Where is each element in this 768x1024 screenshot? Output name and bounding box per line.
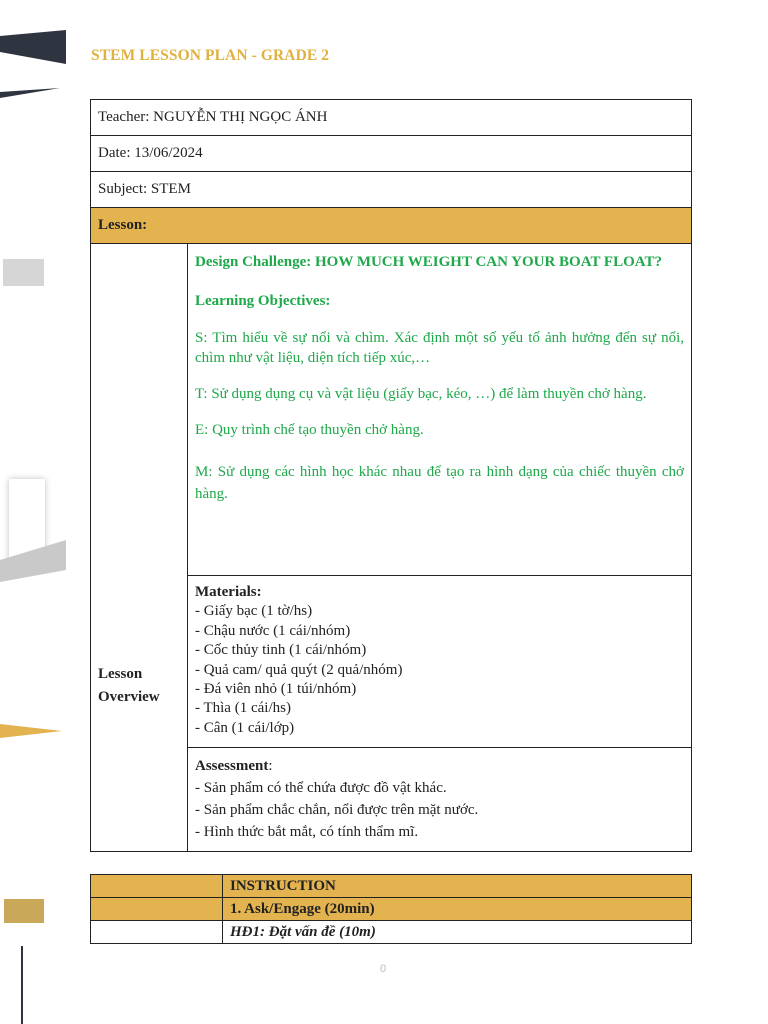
instruction-blank-cell — [91, 875, 223, 898]
materials-item: - Đá viên nhỏ (1 túi/nhóm) — [195, 681, 357, 698]
activity1-row — [91, 921, 692, 944]
learning-objectives-title: Learning Objectives: — [195, 293, 331, 309]
decor-vertical-line — [21, 946, 23, 1024]
step1-row — [91, 898, 692, 921]
instruction-header-row — [91, 875, 692, 898]
objective-math: M: Sử dụng các hình học khác nhau để tạo ra hình dạng của chiếc thuyền chở hàng. — [195, 464, 684, 502]
activity1-label: HĐ1: Đặt vấn đề (10m) — [223, 921, 692, 944]
objective-engineering: E: Quy trình chế tạo thuyền chở hàng. — [195, 422, 424, 438]
materials-item: - Thìa (1 cái/hs) — [195, 700, 291, 717]
overview-label-line1: Lesson — [98, 665, 143, 682]
decor-gray-wedge — [0, 540, 70, 590]
assessment-item: - Sản phẩm chắc chắn, nổi được trên mặt nước. — [195, 802, 479, 818]
assessment-title: Assessment — [195, 758, 269, 774]
lesson-info-table — [90, 99, 692, 852]
instruction-table — [90, 874, 692, 944]
materials-title: Materials: — [195, 584, 262, 600]
date-row — [91, 136, 692, 172]
date-cell: Date: 13/06/2024 — [91, 136, 692, 172]
activity1-blank-cell — [91, 921, 223, 944]
assessment-item: - Hình thức bắt mắt, có tính thẩm mĩ. — [195, 824, 419, 840]
design-challenge: Design Challenge: HOW MUCH WEIGHT CAN YOUR BOAT FLOAT? — [195, 254, 662, 270]
overview-row — [91, 244, 692, 576]
decor-top-left-shape — [0, 30, 70, 100]
decor-gold-block — [4, 899, 44, 923]
objective-science: S: Tìm hiểu về sự nổi và chìm. Xác định một số yếu tố ảnh hưởng đến sự nổi, chìm như vật liệu, diện tích tiếp xúc,… — [195, 330, 684, 366]
lesson-overview-label — [91, 244, 188, 852]
overview-content — [188, 244, 692, 576]
materials-item: - Cốc thủy tinh (1 cái/nhóm) — [195, 642, 367, 659]
materials-item: - Cân (1 cái/lớp) — [195, 719, 295, 736]
assessment-item: - Sản phẩm có thể chứa được đồ vật khác. — [195, 780, 447, 796]
subject-row — [91, 172, 692, 208]
lesson-label: Lesson: — [91, 208, 692, 244]
step1-blank-cell — [91, 898, 223, 921]
materials-item: - Chậu nước (1 cái/nhóm) — [195, 622, 351, 639]
decor-gold-wedge — [0, 722, 70, 742]
lesson-row — [91, 208, 692, 244]
assessment-colon: : — [268, 758, 273, 774]
page-title: STEM LESSON PLAN - GRADE 2 — [91, 47, 330, 64]
objective-technology: T: Sử dụng dụng cụ và vật liệu (giấy bạc, kéo, …) để làm thuyền chở hàng. — [195, 386, 647, 402]
subject-cell: Subject: STEM — [91, 172, 692, 208]
materials-item: - Giấy bạc (1 tờ/hs) — [195, 603, 313, 620]
page-number: 0 — [380, 963, 387, 975]
teacher-row — [91, 100, 692, 136]
overview-label-line2: Overview — [98, 688, 160, 705]
assessment-content — [188, 748, 692, 852]
instruction-header: INSTRUCTION — [223, 875, 692, 898]
teacher-cell: Teacher: NGUYỄN THỊ NGỌC ÁNH — [91, 100, 692, 136]
materials-content — [188, 576, 692, 748]
decor-gray-block — [3, 259, 44, 286]
step1-label: 1. Ask/Engage (20min) — [223, 898, 692, 921]
materials-item: - Quả cam/ quả quýt (2 quả/nhóm) — [195, 661, 403, 678]
